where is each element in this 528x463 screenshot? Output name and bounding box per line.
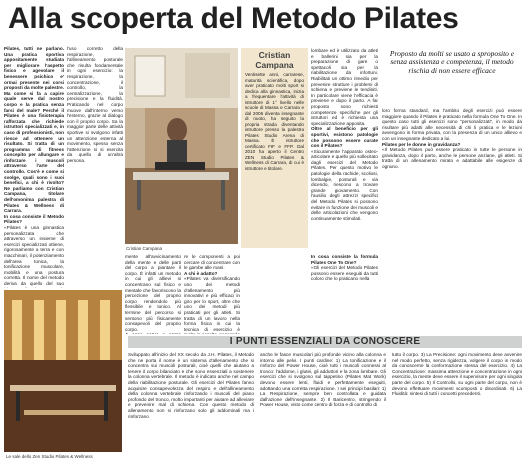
bottom-photo-studio [4,290,122,452]
column-3 [125,254,181,334]
essentials-right [392,352,522,460]
column-7 [382,108,522,334]
pull-quote: Proposto da molti se usato a sproposito e senza assistenza e competenza, il metodo rischia di non essere efficace [389,49,515,75]
bio-name: Cristian Campana [255,50,294,70]
essentials-mid [260,352,386,460]
column-4-text: re le componenti a poi cercare di concentrare con le gambe alle mani. [184,254,240,271]
column-6b-question: In cosa consiste la formula Pilates One To One? [311,254,378,265]
column-7-question: Pilates per le donne in gravidanza? [382,141,461,147]
column-4-question: A chi è adatto? [184,270,218,276]
column-2 [67,46,123,242]
bottom-photo-caption: Le sale dello Zen Studio Pilates & Wellness [6,454,93,459]
bio-text: Ventisette anni, carrarese, maturità scientifica, dopo aver praticato molti sport si dedica alla ginnastica, inizia a frequentare l'attività di istruttore di 1° livello nelle scuole di Massa e Carrara e dal 2006 diventa insegnante di nuoto, ha seguito la propria strada diventando istruttore presso la palestra Pilates Studio Arena di Massa. È istruttore certificato FIF e FFP. Dal 2010 ha aperto il Centro ZEN Studio Pilates & Wellness di Carrara, di cui è istruttore e titolare. [245,72,304,171]
question-1: In cosa consiste il Metodo Pilates? [4,213,64,225]
essentials-left-text: Sviluppato all'inizio del XX secolo da J.H. Pilates, il Metodo che ne porta il nome è un sistema d'allenamento che si concentra sui muscoli posturali, cioè quelli che aiutano a tenere il corpo bilanciato e che sono essenziali a sostenere la colonna vertebrale. Il metodo è indicato anche nel campo della riabilitazione posturale. Gli esercizi del Pilates fanno acquisire consapevolezza del respiro e dell'allineamento della colonna vertebrale rinforzando i muscoli del piano profondo del tronco, molto importanti per aiutare ad alleviare e prevenire mal di schiena. Con questo metodo di allenamento non si rinforzano solo gli addominali ma i rinforzano [128,352,254,419]
lead-text: Pilates, tutti ne parlano. Una pratica sportiva appositamente studiata per migliorare l'aspetto fisico e agevolare il benessere psichico e' ormai presente nei corsi proposti da molte palestre. Ma come si fa a capire quale serve dal nostro corpo e la pratica senza farsi del male? Perché il Pilates è una fisioterapia rafforzata che richiede istruttori specializzati e, in caso di professionisti, non riesce ad ottenere un risultato. Si tratta di un programma di fitness concepito per allungare e rinforzare i muscoli attraverso l'arte del controllo. Cos'è e come si svolge, quali sono i suoi benefici, a chi è rivolto? Ne parliamo con Cristian Campana, titolare dell'omonima palestra di Pilates & Wellness di Carrara. [4,46,64,214]
top-photo-caption: Cristian Campana [126,246,163,251]
column-4 [184,254,240,334]
answer-1: «Pilates è una ginnastica personalizzata che attraverso un insieme di esercizi specializzati ottiene, rigorosamente a terra e con macchinari, il potenziamento dell'area tonica, la tonificazione muscolare, mobilità e una postura corretta. Il nome del metodo deriva da quello del suo [4,225,64,286]
column-3-question [125,332,181,334]
essentials-left [128,352,254,460]
essentials-right-text: tutto il corpo. 3) La Precisione: ogni movimento deve avvenire nel modo perfetto, senza rigidezza, volgere il corpo in modo da conoscerne la conformazione stessa del esercizio. 4) La Concentrazione: massima attenzione e concentrazione in ogni esercizio, la mente deve essere il supervisore per ogni singola parte del corpo. 5) Il Controllo, su ogni parte del corpo, non è devono effettuare movimenti scomposti o disordinati. 6) La Fluidità: sintesi di tutti i concetti precedenti. [392,352,522,397]
column-4-answer: «Pilates va diversificando uno dei metodi d'allenamento più innovativi e più efficaci in giro per lo sport, oltre che uno dei metodi più praticati per gli atleti. Si tratta di un lavoro nella forma fisica in cui la tecnica di esercizio è [184,276,240,332]
column-6 [311,48,378,254]
column-2-text: l'uso corretto della respirazione, l'allineamento posturale che risulta fondamentale in ogni esercizio: la respirazione, la concentrazione, il controllo, la centralizzazione, la precisione e la fluidità. Praticando nel corpo muove dall'interno verso l'esterno, grazie al dialogo con il proprio corpo. Sa la maggior parte delle attività sportive si svolgono infatti un attenzione esterna al movimento, spesso senza l'attenzione si si esercita da quello di un'altra persona. [67,46,123,163]
column-7-text: loro forma standard, ma l'ambito degli esercizi può essere maggiore quando il Pilates è praticato nella formula One To One. In questo caso tutti gli esercizi sono "personalizzati", in modo da risultare più adatti alle necessità di chi li pratica e le lezioni avvengono in forma privata, con la presenza di un unico allievo e con un insegnante dedicato a lui. [382,108,522,141]
bio-box [241,48,308,248]
column-6-text: lombare ed è utilizzato da atleti e ballerini sia per la preparazione di gare o spettacoli sia per la riabilitazione da infortuni. Riabilitati un ottimo rimedio per prevenire strutture i problemi di schiena e previene le tendiniti. In particolare viene l'efficacia è previene e dopo il parto. A far proposto sono richiesti competenze specifiche per gli istruttori ed è richiesta una specializzazione apposita. [311,48,378,126]
column-6b [241,254,378,334]
column-3-text: mente all'avvicinamento della mente e delle parti del corpo a piantare il corpo. È infatti un metodo in cui gli allievi si concentrano sul fisico e mentale che favoriscono la percezione del proprio corpo rendendolo più flessibile e tonico. Al termine del percorso si sentono più fisicamente consapevoli del proprio corpo. [125,254,181,332]
column-6b-answer: «Gli esercizi del Metodo Pilates possono essere eseguiti da tutti coloro che lo praticano nella [311,265,378,282]
column-1 [4,46,64,288]
essentials-title: I PUNTI ESSENZIALI DA CONOSCERE [229,336,421,347]
column-6-question: Oltre al beneficio per gli sportivi, esistono patologie che possono essere curate con il Pilates? [311,126,378,149]
column-6-answer: «Sicuramente l'apparato osteo-articolare e quello più sollecitato dagli esercizi del Metodo Pilates. Per questo motivo le patologie della rachide, scoliosi, lombalgie, posturali e via dicendo, riescono a trovare grande giovamento. Con l'ausilio degli attrezzi specifici del Metodo Pilates si possono evitare in funzione dei muscoli e delle articolazioni che vengono continuamente stimolati. [311,148,378,221]
article-title: Alla scoperta del Metodo Pilates [8,2,459,35]
essentials-mid-text: anche le fasce muscolari più profonde vicino alla colonna e intorno alle pelvi. I punti cardine: 1) La tonificazione e il rinforzo del Power House, cioè tutti i muscoli connessi al tronco: l'addome, i glutei, gli adduttori e la zona lombare. Gli esercizi che si svolgono sul tappetino (Pilates Mat Work) devono essere lenti, fluidi e perfettamente eseguiti, adottando una corretta respirazione. I sei principi basilari: 1) La Respirazione, sempre ben controllata e guidata dall'azione dell'insegnante. 2) Il Baricentro, stringendo il Power House, visto come centro di forza e di controllo di [260,352,386,408]
essentials-banner [128,336,522,348]
column-7-answer: «Il Metodo Pilates può essere praticato in tutte le persone in gravidanza, dopo il parto, anche le persone anziane, gli atleti. Si tratta di un allenamento mirato e adattabile alle esigenze di ognuno. [382,147,522,169]
top-photo-pilates-room [125,48,238,244]
